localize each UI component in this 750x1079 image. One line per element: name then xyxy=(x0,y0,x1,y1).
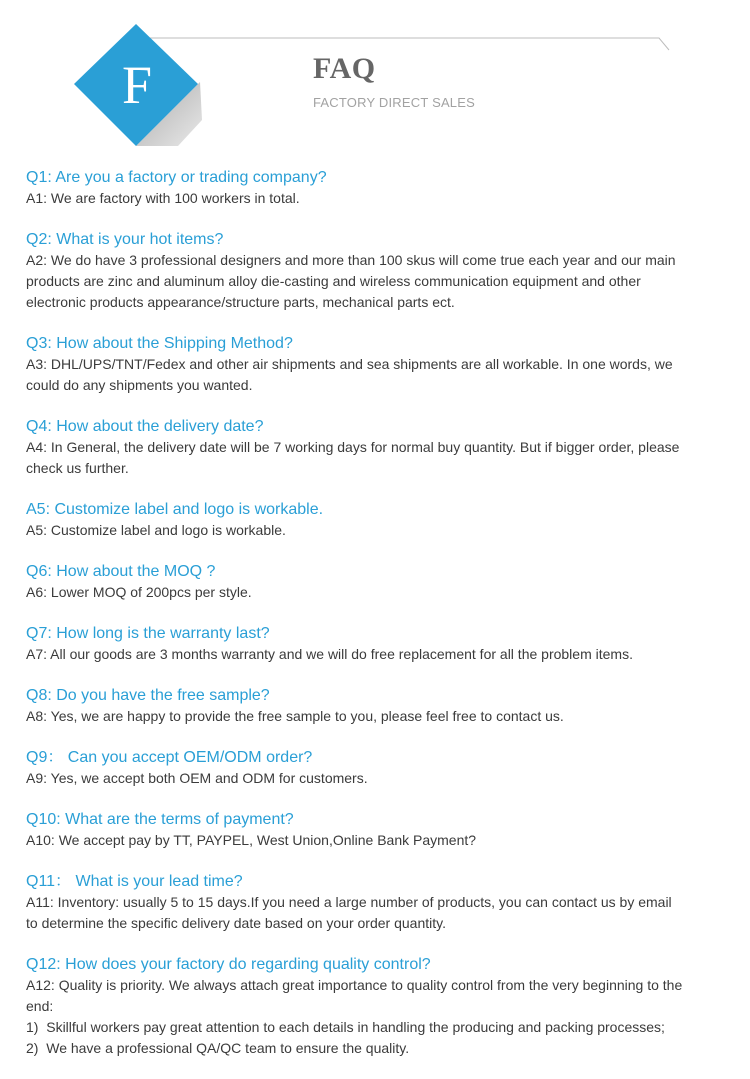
faq-question: Q3: How about the Shipping Method? xyxy=(26,335,293,352)
faq-answer-line: electronic products appearance/structure parts, mechanical parts ect. xyxy=(26,294,455,310)
faq-answer-line: A2: We do have 3 professional designers and more than 100 skus will come true each year and our main xyxy=(26,252,676,268)
faq-answer-line: 2) We have a professional QA/QC team to ensure the quality. xyxy=(26,1040,410,1056)
faq-answer-line: A11: Inventory: usually 5 to 15 days.If you need a large number of products, you can contact us by email xyxy=(26,894,672,910)
faq-item xyxy=(26,623,740,665)
faq-item xyxy=(26,333,740,396)
faq-answer xyxy=(26,644,740,665)
faq-question: A5: Customize label and logo is workable. xyxy=(26,501,324,518)
faq-answer xyxy=(26,437,740,479)
faq-question: Q9： Can you accept OEM/ODM order? xyxy=(26,749,313,766)
faq-answer-line: end: xyxy=(26,998,54,1014)
logo-letter: F xyxy=(121,55,153,115)
faq-item xyxy=(26,871,740,934)
faq-item xyxy=(26,499,740,541)
faq-answer-line: A12: Quality is priority. We always attach great importance to quality control from the very beginning to the xyxy=(26,977,683,993)
faq-answer xyxy=(26,520,740,541)
faq-question: Q1: Are you a factory or trading company? xyxy=(26,169,327,186)
page-subtitle: FACTORY DIRECT SALES xyxy=(313,95,475,110)
faq-answer-line: 1) Skillful workers pay great attention to each details in handling the producing and packing processes; xyxy=(26,1019,665,1035)
faq-question: Q6: How about the MOQ ? xyxy=(26,563,216,580)
faq-answer xyxy=(26,582,740,603)
faq-answer xyxy=(26,706,740,727)
faq-answer xyxy=(26,975,740,1059)
faq-answer xyxy=(26,768,740,789)
faq-answer-line: A8: Yes, we are happy to provide the free sample to you, please feel free to contact us. xyxy=(26,708,564,724)
faq-answer-line: A10: We accept pay by TT, PAYPEL, West Union,Online Bank Payment? xyxy=(26,832,477,848)
faq-question: Q11： What is your lead time? xyxy=(26,873,243,890)
faq-answer-line: check us further. xyxy=(26,460,129,476)
faq-question: Q12: How does your factory do regarding quality control? xyxy=(26,956,431,973)
faq-item xyxy=(26,954,740,1059)
faq-question: Q2: What is your hot items? xyxy=(26,231,224,248)
faq-question: Q7: How long is the warranty last? xyxy=(26,625,270,642)
faq-answer xyxy=(26,354,740,396)
faq-answer-line: A9: Yes, we accept both OEM and ODM for customers. xyxy=(26,770,368,786)
page-title: FAQ xyxy=(313,52,376,85)
faq-list xyxy=(26,167,740,1079)
faq-header xyxy=(0,0,750,160)
faq-answer xyxy=(26,250,740,313)
faq-answer-line: A1: We are factory with 100 workers in total. xyxy=(26,190,300,206)
faq-item xyxy=(26,809,740,851)
faq-item xyxy=(26,167,740,209)
faq-answer-line: could do any shipments you wanted. xyxy=(26,377,253,393)
faq-answer-line: to determine the specific delivery date based on your order quantity. xyxy=(26,915,446,931)
faq-answer-line: A4: In General, the delivery date will be 7 working days for normal buy quantity. But if bigger order, please xyxy=(26,439,680,455)
faq-item xyxy=(26,229,740,313)
faq-item xyxy=(26,561,740,603)
faq-answer-line: products are zinc and aluminum alloy die-casting and wireless communication equipment and other xyxy=(26,273,641,289)
faq-item xyxy=(26,747,740,789)
faq-answer-line: A7: All our goods are 3 months warranty and we will do free replacement for all the problem items. xyxy=(26,646,633,662)
faq-question: Q10: What are the terms of payment? xyxy=(26,811,294,828)
faq-answer xyxy=(26,892,740,934)
faq-question: Q8: Do you have the free sample? xyxy=(26,687,270,704)
faq-item xyxy=(26,685,740,727)
faq-answer-line: A5: Customize label and logo is workable. xyxy=(26,522,286,538)
faq-answer-line: A3: DHL/UPS/TNT/Fedex and other air shipments and sea shipments are all workable. In one words, we xyxy=(26,356,673,372)
faq-item xyxy=(26,416,740,479)
faq-answer xyxy=(26,188,740,209)
faq-answer-line: A6: Lower MOQ of 200pcs per style. xyxy=(26,584,252,600)
faq-question: Q4: How about the delivery date? xyxy=(26,418,264,435)
faq-answer xyxy=(26,830,740,851)
